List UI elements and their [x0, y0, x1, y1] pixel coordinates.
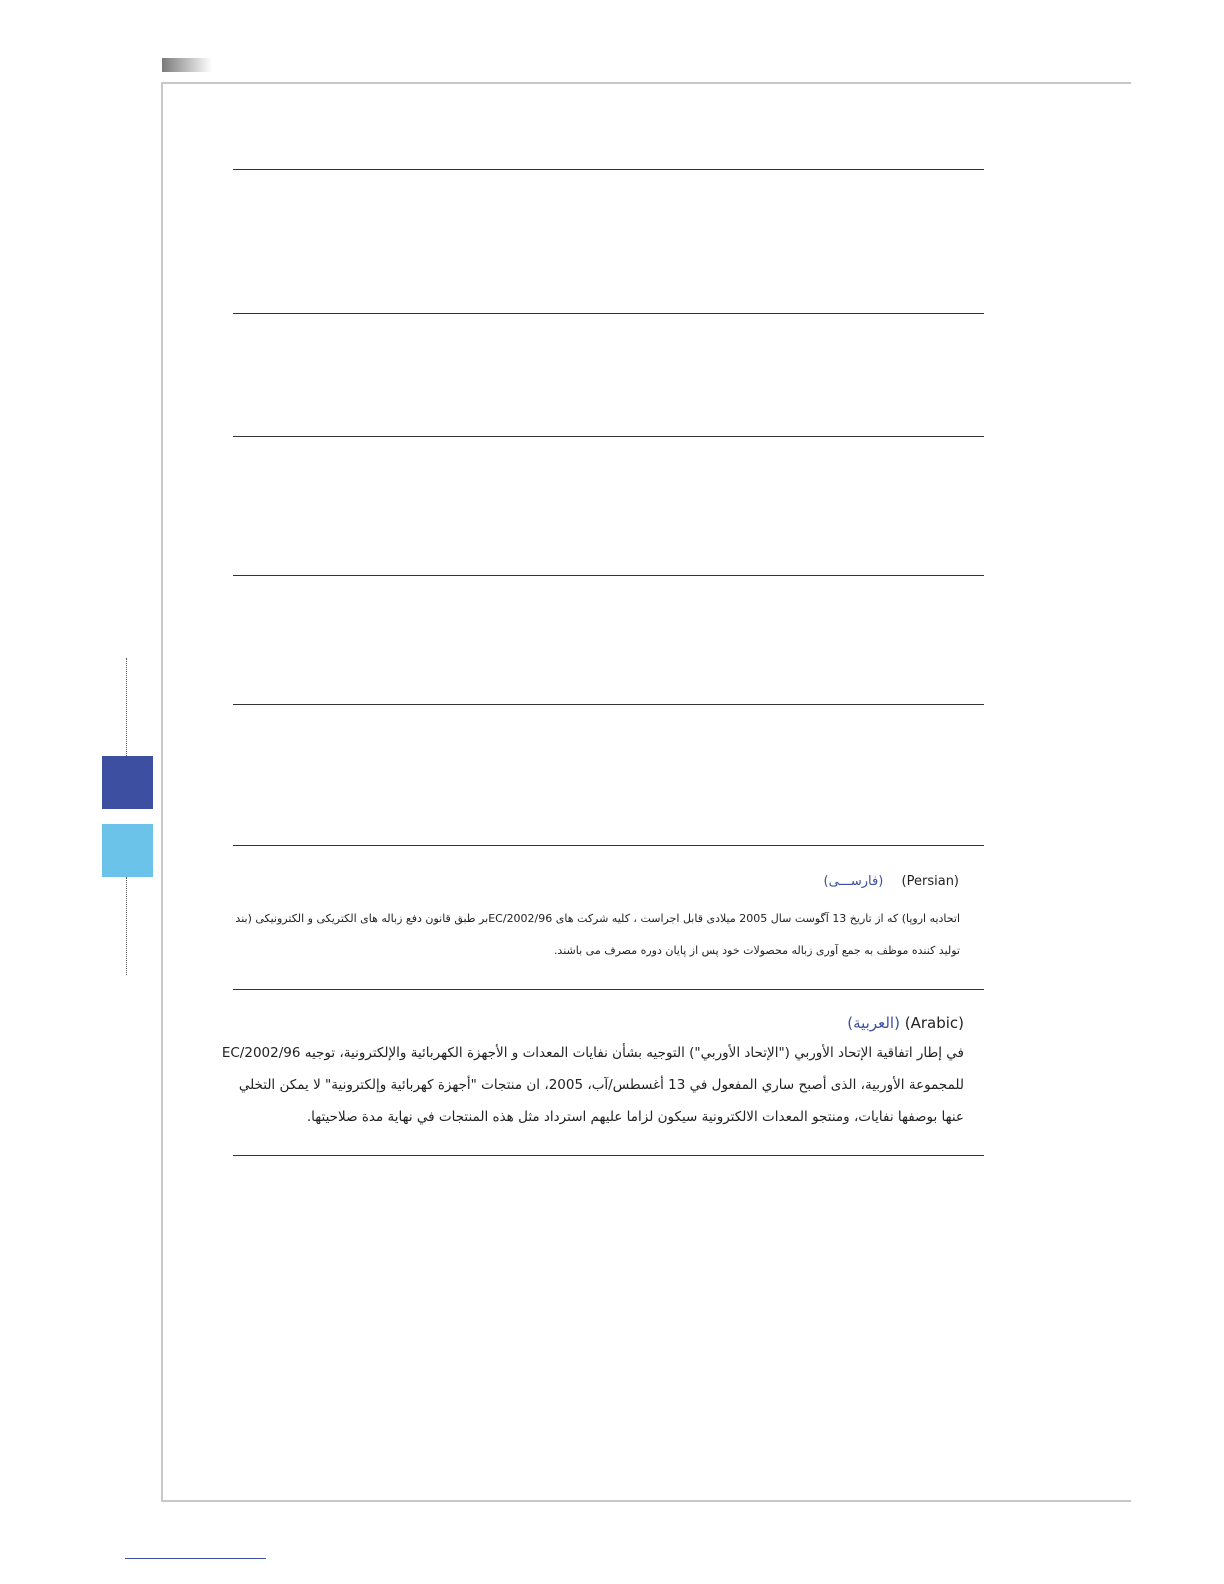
arabic-paragraph-line: في إطار اتفاقية الإتحاد الأوربي ("الإتحاد الأوربي") التوجيه بشأن نفايات المعدات و الأجهزة الكهربائية والإلكترونية، توجيه 2002/96/EC: [221, 1045, 964, 1061]
side-tab-dark: [102, 756, 153, 809]
section-divider: [233, 989, 984, 990]
section-divider: [233, 436, 984, 437]
section-divider: [233, 313, 984, 314]
header-gradient-bar: [162, 58, 212, 72]
arabic-paragraph-line: عنها بوصفها نفايات، ومنتجو المعدات الالكترونية سيكون لزاما عليهم استرداد مثل هذه المنتجات في نهاية مدة صلاحيتها.: [306, 1109, 964, 1125]
page-frame: [161, 82, 1131, 1502]
side-dotted-line-bottom: [126, 877, 127, 975]
side-tab-light: [102, 824, 153, 877]
section-divider: [233, 1155, 984, 1156]
arabic-heading: [847, 1014, 964, 1032]
section-divider: [233, 845, 984, 846]
persian-paragraph-line: اتحادیه اروپا) که از تاریخ 13 آگوست سال 2005 میلادی قابل اجراست ، کلیه شرکت های 2002/96/ECبر طبق قانون دفع زباله های الکتریکی و الکترونیکی (بند: [235, 912, 960, 925]
arabic-heading-latin: (Arabic): [904, 1014, 964, 1032]
section-divider: [233, 575, 984, 576]
section-divider: [233, 704, 984, 705]
persian-heading: [824, 874, 960, 889]
arabic-paragraph-line: للمجموعة الأوربية، الذى أصبح ساري المفعول في 13 أغسطس/آب، 2005، ان منتجات "أجهزة كهربائية وإلكترونية" لا يمكن التخلي: [238, 1077, 964, 1093]
persian-heading-native: (فارســـی): [823, 874, 884, 889]
footer-underline: [125, 1558, 266, 1559]
persian-heading-latin: (Persian): [901, 874, 959, 889]
side-dotted-line-top: [126, 658, 127, 756]
persian-paragraph-line: تولید کننده موظف به جمع آوری زباله محصولات خود پس از پایان دوره مصرف می باشند.: [553, 944, 960, 957]
arabic-heading-native: (العربية): [847, 1014, 900, 1032]
section-divider: [233, 169, 984, 170]
